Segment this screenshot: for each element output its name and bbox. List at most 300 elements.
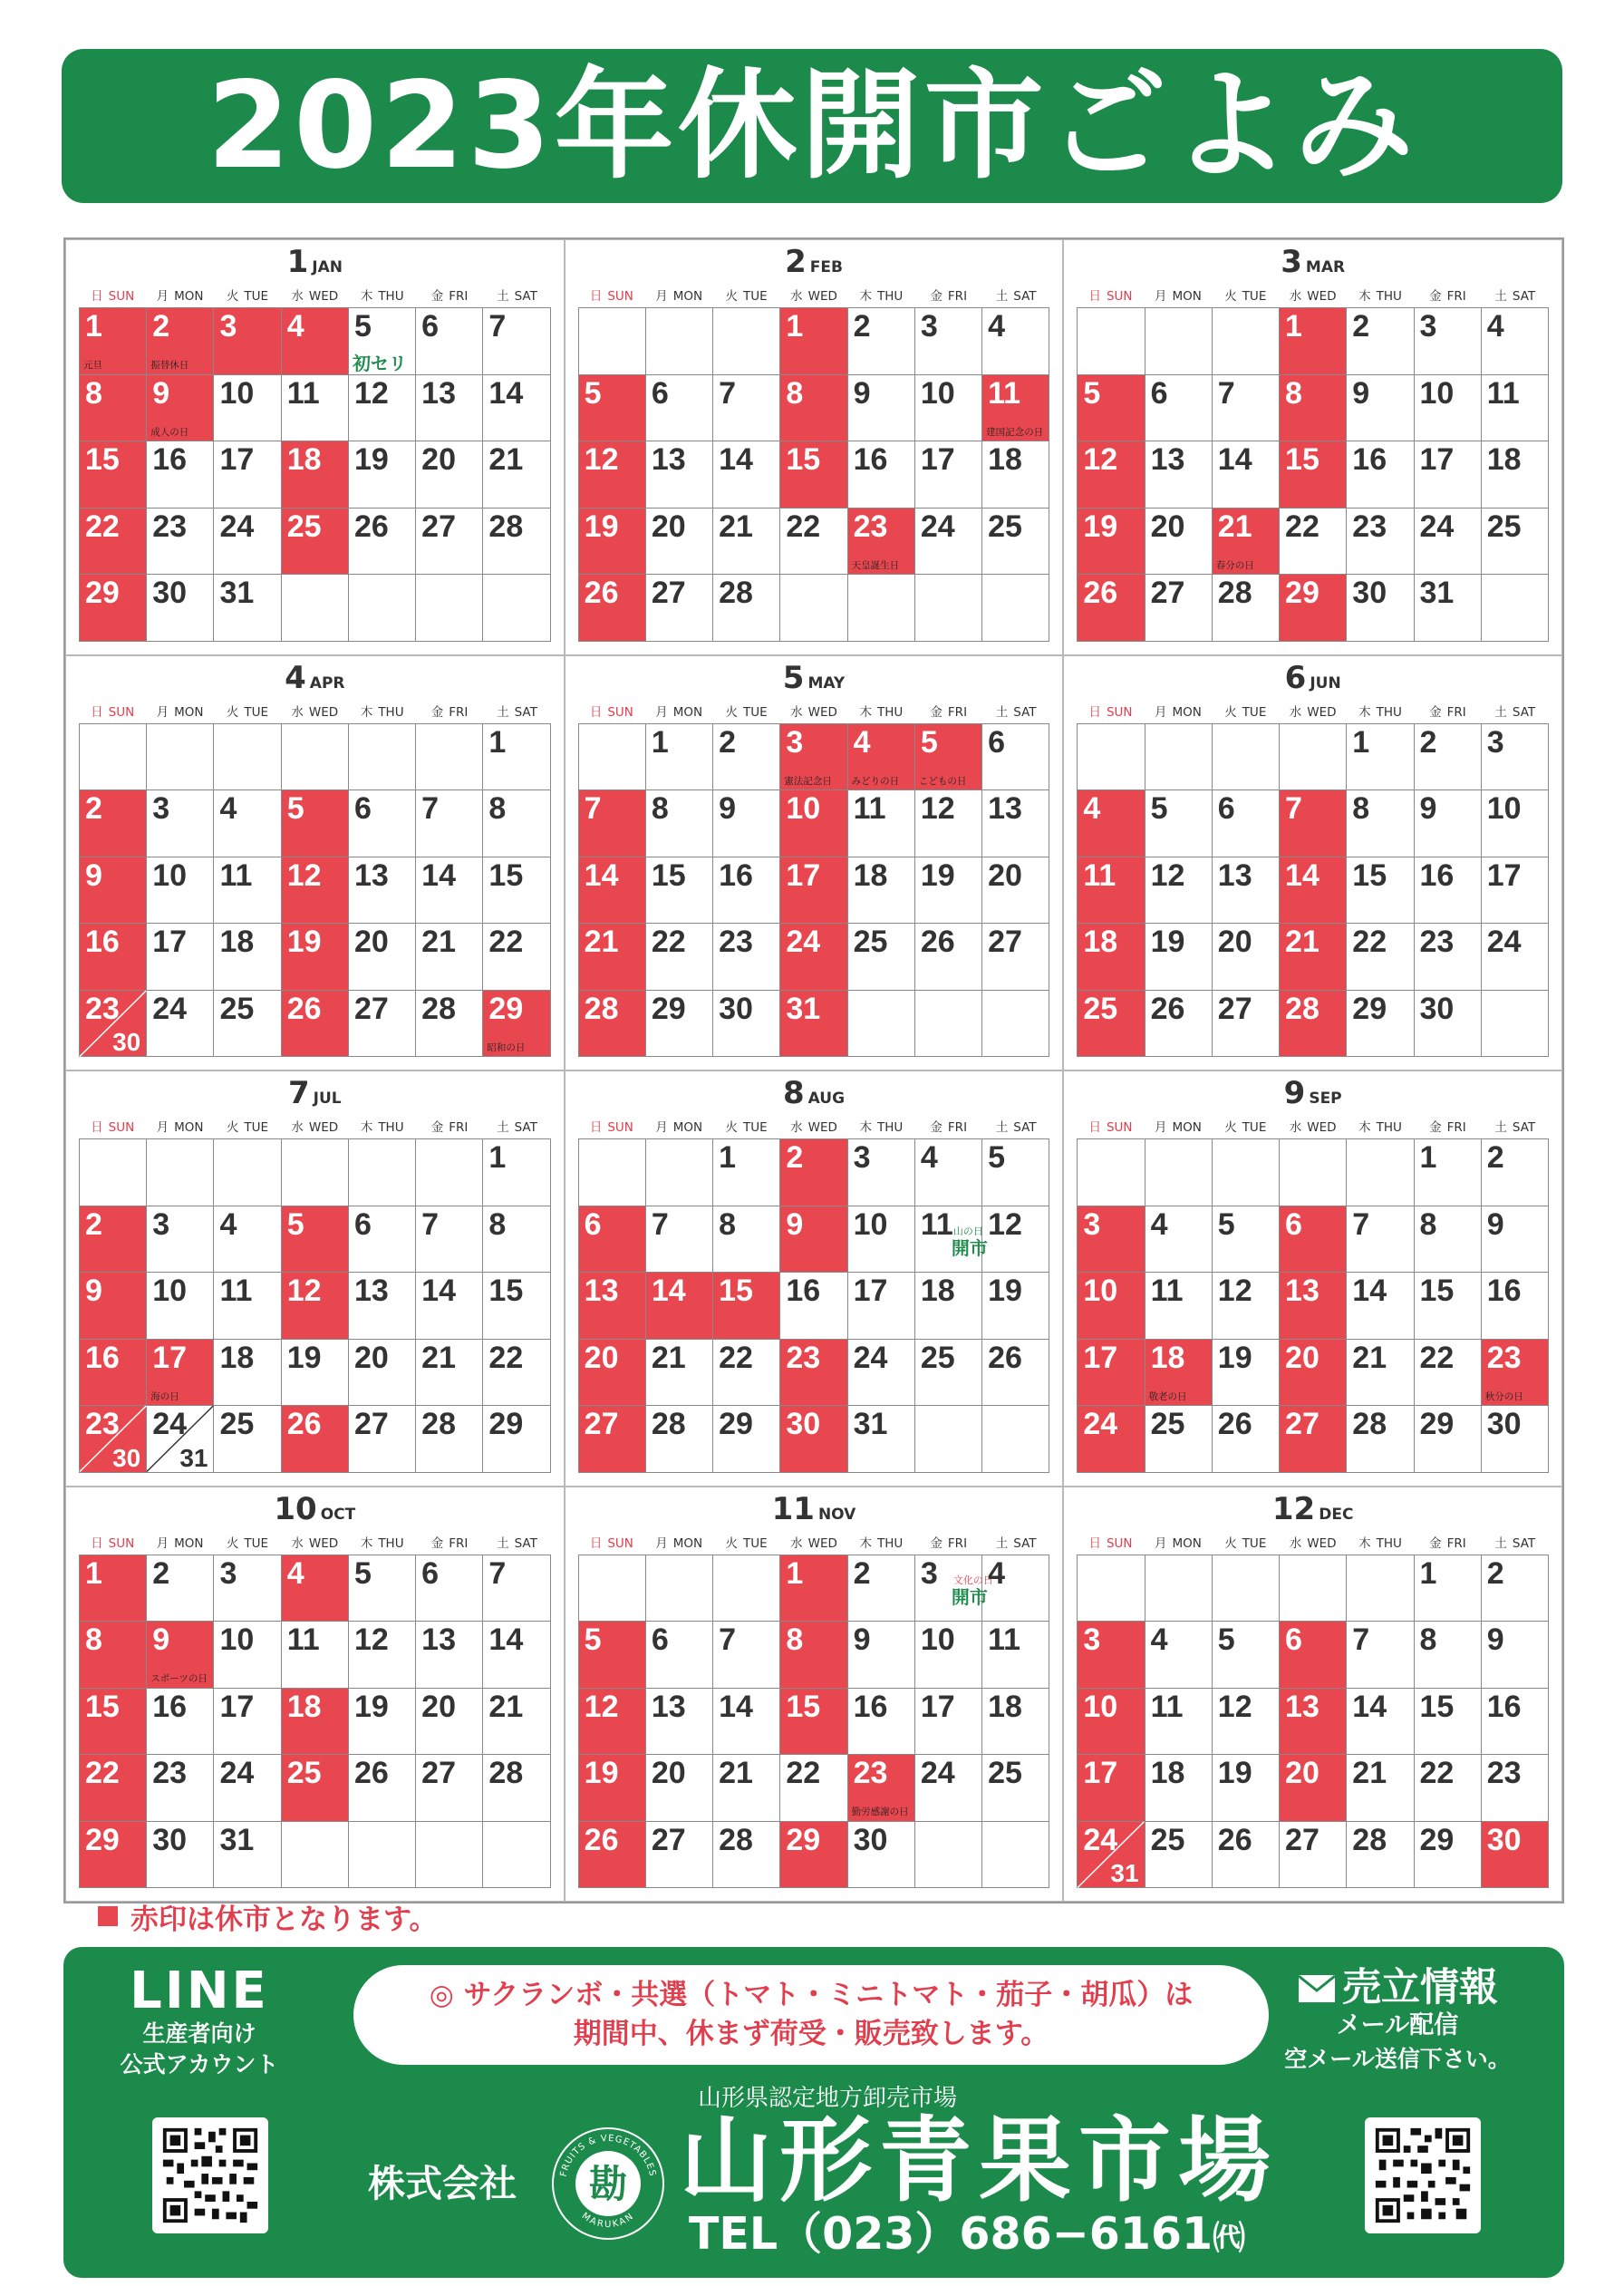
day-cell	[982, 857, 1049, 925]
weekday-jp: 金	[930, 1120, 942, 1135]
day-number: 18	[219, 1340, 255, 1375]
day-number: 6	[353, 791, 372, 826]
day-number: 9	[85, 857, 102, 893]
day-number-second: 30	[112, 1028, 141, 1056]
empty-cell	[915, 991, 982, 1058]
weekday-jp: 水	[1289, 1120, 1302, 1135]
day-number: 21	[488, 442, 524, 477]
day-cell	[848, 1406, 915, 1473]
holiday-note: こどもの日	[918, 775, 967, 787]
day-cell	[1482, 724, 1549, 791]
day-number: 4	[286, 1555, 304, 1591]
line-qr-code-icon[interactable]	[152, 2117, 268, 2233]
day-number: 22	[786, 1756, 821, 1790]
weekday-wed	[1279, 702, 1346, 722]
day-cell	[483, 1622, 550, 1689]
day-cell	[780, 857, 847, 925]
day-number: 14	[1352, 1274, 1387, 1308]
day-cell	[982, 1555, 1049, 1622]
day-cell	[349, 991, 416, 1058]
day-cell	[780, 441, 847, 509]
weekday-en: THU	[876, 289, 904, 304]
month-header	[566, 660, 1063, 700]
day-number: 17	[1083, 1756, 1118, 1790]
day-cell	[214, 1206, 281, 1274]
weekday-sun	[578, 286, 645, 305]
day-number: 14	[1285, 857, 1320, 893]
day-number: 9	[152, 375, 170, 411]
day-cell	[1482, 790, 1549, 857]
info-panel	[63, 1947, 1564, 2278]
day-cell	[1078, 1822, 1145, 1889]
weekday-wed	[780, 1533, 847, 1553]
weekday-header	[578, 702, 1050, 722]
weekday-en: SUN	[1106, 1535, 1133, 1551]
day-cell	[780, 1622, 847, 1689]
weekday-en: FRI	[947, 1120, 968, 1135]
day-number: 14	[584, 857, 619, 893]
month-header	[1064, 1075, 1561, 1115]
day-cell	[1213, 924, 1280, 991]
day-number: 24	[920, 1756, 955, 1790]
day-cell	[915, 857, 982, 925]
weekday-jp: 日	[91, 1535, 103, 1551]
weekday-sun	[79, 286, 146, 305]
day-number: 4	[1150, 1622, 1168, 1657]
day-number: 12	[584, 442, 619, 477]
day-number: 8	[719, 1206, 737, 1242]
day-cell	[416, 924, 483, 991]
weekday-en: SAT	[514, 289, 537, 304]
day-cell	[1415, 1139, 1482, 1206]
day-number: 1	[651, 724, 669, 760]
weekday-en: WED	[1307, 1120, 1337, 1135]
day-cell	[1078, 1406, 1145, 1473]
day-cell	[1146, 1340, 1213, 1407]
day-cell	[579, 1406, 646, 1473]
weekday-jp: 火	[725, 289, 739, 304]
qr-code-icon	[160, 2125, 261, 2226]
month-abbr: APR	[309, 673, 345, 693]
day-cell	[579, 441, 646, 509]
weekday-sun	[79, 1533, 146, 1553]
day-number: 26	[584, 576, 619, 610]
day-cell	[282, 1689, 349, 1756]
weekday-jp: 月	[1154, 704, 1167, 720]
day-cell	[147, 1273, 214, 1340]
weekday-jp: 木	[1358, 1535, 1371, 1551]
day-cell	[1078, 509, 1145, 576]
day-cell	[1347, 991, 1414, 1058]
day-cell	[1347, 575, 1414, 642]
weekday-sun	[1077, 702, 1144, 722]
month-number: 4	[285, 659, 306, 696]
day-number: 12	[353, 375, 389, 411]
weekday-en: FRI	[1446, 1120, 1466, 1135]
day-cell	[982, 924, 1049, 991]
weekday-en: SAT	[1512, 289, 1536, 304]
day-number: 1	[786, 309, 804, 344]
day-cell	[982, 790, 1049, 857]
day-number: 31	[853, 1407, 888, 1441]
day-number: 25	[286, 509, 322, 544]
day-cell	[1415, 1406, 1482, 1473]
weekday-en: FRI	[1446, 1535, 1466, 1551]
weekday-en: SUN	[1106, 289, 1133, 304]
day-number: 8	[488, 791, 507, 826]
day-number: 20	[1150, 509, 1185, 544]
empty-cell	[147, 1139, 214, 1206]
day-cell	[1482, 1340, 1549, 1407]
day-number: 16	[1486, 1274, 1522, 1308]
day-cell	[147, 1689, 214, 1756]
weekday-thu	[1347, 702, 1414, 722]
weekday-jp: 月	[156, 704, 169, 720]
weekday-thu	[847, 1117, 914, 1137]
weekday-en: WED	[807, 704, 837, 720]
weekday-jp: 月	[1154, 289, 1167, 304]
month-aug	[565, 1070, 1064, 1487]
day-cell	[416, 375, 483, 442]
weekday-mon	[1145, 1533, 1212, 1553]
day-cell	[349, 1689, 416, 1756]
day-number: 3	[920, 1555, 938, 1591]
weekday-sat	[483, 286, 550, 305]
day-cell	[1347, 1273, 1414, 1340]
day-number: 25	[1083, 991, 1118, 1026]
day-cell	[1347, 308, 1414, 375]
day-cell	[1347, 924, 1414, 991]
day-cell	[915, 1139, 982, 1206]
day-number: 19	[286, 1340, 322, 1375]
weekday-en: SUN	[108, 1535, 135, 1551]
day-cell	[1146, 1822, 1213, 1889]
weekday-jp: 水	[790, 1120, 803, 1135]
month-nov	[565, 1487, 1064, 1903]
weekday-header	[79, 1117, 551, 1137]
day-cell	[1213, 991, 1280, 1058]
day-number: 10	[1083, 1689, 1118, 1724]
day-number: 30	[1419, 991, 1455, 1026]
month-number: 7	[288, 1075, 310, 1111]
weekday-en: MON	[672, 1535, 703, 1551]
weekday-jp: 木	[859, 1120, 872, 1135]
day-table	[578, 1555, 1050, 1889]
weekday-wed	[780, 702, 847, 722]
day-number: 20	[1217, 925, 1252, 959]
day-cell	[147, 790, 214, 857]
day-number: 1	[1352, 724, 1370, 760]
day-cell	[214, 1555, 281, 1622]
empty-cell	[282, 575, 349, 642]
weekday-en: SAT	[514, 1535, 537, 1551]
holiday-note: 憲法記念日	[784, 775, 832, 787]
day-cell	[848, 509, 915, 576]
empty-cell	[1078, 1555, 1145, 1622]
day-number: 12	[1083, 442, 1118, 477]
day-cell	[1078, 441, 1145, 509]
day-cell	[915, 1689, 982, 1756]
day-table	[578, 1138, 1050, 1473]
day-cell	[780, 1206, 847, 1274]
weekday-header	[79, 702, 551, 722]
day-number: 28	[719, 1822, 753, 1857]
empty-cell	[848, 575, 915, 642]
day-cell	[1482, 1755, 1549, 1822]
day-cell	[1347, 441, 1414, 509]
holiday-note: 山の日	[952, 1225, 983, 1237]
weekday-thu	[349, 702, 416, 722]
holiday-note: 元旦	[83, 360, 102, 371]
day-cell	[848, 1689, 915, 1756]
month-header	[566, 1491, 1063, 1531]
weekday-mon	[645, 1533, 712, 1553]
day-number: 4	[853, 724, 871, 760]
day-number: 17	[219, 1689, 255, 1724]
day-number: 19	[920, 857, 955, 893]
day-number: 19	[1150, 925, 1185, 959]
day-cell	[848, 1273, 915, 1340]
day-cell	[1347, 1406, 1414, 1473]
day-cell	[1146, 857, 1213, 925]
envelope-icon	[1297, 1973, 1337, 2004]
weekday-jp: 月	[156, 1120, 169, 1135]
weekday-thu	[1347, 1117, 1414, 1137]
weekday-en: TUE	[244, 1535, 269, 1551]
month-abbr: FEB	[809, 258, 843, 276]
day-cell	[1280, 1689, 1347, 1756]
day-number: 16	[786, 1274, 821, 1308]
weekday-en: FRI	[947, 704, 968, 720]
day-number: 28	[488, 509, 524, 544]
weekday-jp: 金	[930, 289, 942, 304]
day-cell	[1347, 857, 1414, 925]
day-cell	[1078, 1340, 1145, 1407]
day-cell	[1146, 1206, 1213, 1274]
empty-cell	[349, 1822, 416, 1889]
holiday-note: 勤労感謝の日	[851, 1807, 909, 1817]
day-cell	[1415, 1340, 1482, 1407]
day-table	[1077, 307, 1549, 642]
day-number: 24	[1083, 1822, 1118, 1857]
weekday-tue	[1212, 1117, 1279, 1137]
weekday-header	[1077, 702, 1549, 722]
empty-cell	[646, 308, 713, 375]
day-number: 12	[353, 1622, 389, 1657]
day-cell	[147, 1822, 214, 1889]
day-cell	[1280, 1822, 1347, 1889]
day-number: 24	[152, 991, 188, 1026]
day-number: 23	[853, 509, 888, 544]
month-number: 1	[286, 244, 309, 280]
day-number: 10	[152, 1274, 188, 1308]
weekday-wed	[281, 1533, 348, 1553]
day-cell	[1347, 375, 1414, 442]
weekday-jp: 火	[725, 1535, 739, 1551]
day-cell	[282, 441, 349, 509]
day-cell	[713, 991, 780, 1058]
day-number: 11	[988, 375, 1021, 411]
day-cell	[214, 1273, 281, 1340]
day-number: 14	[1217, 442, 1252, 477]
day-cell	[713, 1273, 780, 1340]
day-number: 23	[786, 1340, 821, 1375]
day-cell	[416, 1622, 483, 1689]
holiday-note: 建国記念の日	[986, 426, 1044, 438]
day-cell	[1482, 1622, 1549, 1689]
day-number: 12	[286, 1274, 322, 1308]
weekday-jp: 金	[1429, 1120, 1442, 1135]
weekday-jp: 日	[1088, 289, 1101, 304]
day-cell	[713, 1139, 780, 1206]
day-number: 28	[488, 1756, 524, 1790]
month-oct	[65, 1487, 565, 1903]
day-number: 26	[920, 925, 955, 959]
day-number: 28	[1352, 1407, 1387, 1441]
day-number: 6	[651, 375, 669, 411]
empty-cell	[1146, 1139, 1213, 1206]
weekday-jp: 水	[1289, 289, 1302, 304]
day-number: 25	[988, 509, 1022, 544]
weekday-sun	[578, 1117, 645, 1137]
weekday-en: FRI	[1446, 289, 1466, 304]
day-number: 9	[85, 1274, 102, 1308]
day-cell	[1078, 375, 1145, 442]
weekday-header	[578, 1117, 1050, 1137]
day-cell	[282, 1555, 349, 1622]
day-number: 5	[353, 309, 372, 344]
day-number: 26	[1150, 991, 1185, 1026]
day-cell	[214, 375, 281, 442]
day-cell	[1078, 924, 1145, 991]
weekday-fri	[1414, 702, 1481, 722]
weekday-en: WED	[1307, 1535, 1337, 1551]
day-number: 15	[488, 857, 524, 893]
weekday-jp: 日	[91, 289, 103, 304]
day-cell	[282, 1340, 349, 1407]
day-cell	[915, 924, 982, 991]
day-number: 22	[1285, 509, 1320, 544]
empty-cell	[80, 724, 147, 791]
day-number: 28	[1352, 1822, 1387, 1857]
day-number: 12	[1217, 1274, 1252, 1308]
day-number: 14	[719, 442, 753, 477]
month-may	[565, 655, 1064, 1071]
weekday-jp: 月	[655, 289, 668, 304]
day-number: 12	[1217, 1689, 1252, 1724]
day-cell	[80, 1206, 147, 1274]
day-cell	[1415, 1206, 1482, 1274]
month-dec	[1063, 1487, 1562, 1903]
day-number: 17	[1419, 442, 1455, 477]
weekday-tue	[712, 286, 779, 305]
weekday-wed	[281, 702, 348, 722]
weekday-jp: 月	[655, 1535, 668, 1551]
day-number: 16	[152, 442, 188, 477]
weekday-header	[1077, 1533, 1549, 1553]
weekday-en: THU	[1376, 289, 1402, 304]
weekday-mon	[146, 286, 213, 305]
day-number: 5	[1083, 375, 1101, 411]
weekday-fri	[416, 1117, 483, 1137]
empty-cell	[1213, 1139, 1280, 1206]
notice-line-1: ◎ サクランボ・共選（トマト・ミニトマト・茄子・胡瓜）は	[429, 1978, 1194, 2011]
mail-qr-code-icon[interactable]	[1365, 2117, 1481, 2233]
day-number: 16	[85, 1340, 120, 1375]
day-number: 16	[1419, 857, 1455, 893]
empty-cell	[915, 1406, 982, 1473]
month-jun	[1063, 655, 1562, 1071]
day-cell	[915, 1340, 982, 1407]
empty-cell	[1482, 575, 1549, 642]
day-cell	[780, 790, 847, 857]
day-number-second: 30	[112, 1443, 141, 1472]
day-cell	[780, 509, 847, 576]
month-abbr: MAY	[807, 673, 846, 693]
month-abbr: DEC	[1319, 1505, 1354, 1524]
weekday-header	[1077, 1117, 1549, 1137]
day-cell	[147, 1206, 214, 1274]
day-cell	[416, 509, 483, 576]
qr-code-icon	[1372, 2125, 1474, 2226]
day-number: 26	[1083, 576, 1118, 610]
day-number: 13	[353, 857, 389, 893]
weekday-thu	[349, 1533, 416, 1553]
day-number: 23	[152, 1756, 188, 1790]
empty-cell	[349, 1139, 416, 1206]
day-number: 11	[1486, 375, 1520, 411]
day-cell	[1415, 1273, 1482, 1340]
day-number: 21	[421, 1340, 456, 1375]
day-cell	[282, 1406, 349, 1473]
day-cell	[713, 1406, 780, 1473]
day-cell	[1280, 1273, 1347, 1340]
day-number: 13	[421, 1622, 456, 1657]
day-cell	[713, 1340, 780, 1407]
day-cell	[1415, 1622, 1482, 1689]
day-number: 11	[219, 857, 253, 893]
day-number: 2	[152, 309, 170, 344]
day-table	[79, 1555, 551, 1889]
day-number: 8	[1419, 1622, 1437, 1657]
day-cell	[214, 308, 281, 375]
day-number: 31	[786, 991, 821, 1026]
day-cell	[780, 1340, 847, 1407]
day-number: 21	[719, 509, 753, 544]
weekday-jp: 火	[1224, 1535, 1237, 1551]
day-number: 15	[85, 442, 120, 477]
weekday-en: TUE	[244, 704, 269, 720]
weekday-jp: 土	[497, 704, 509, 720]
day-number: 27	[421, 1756, 456, 1790]
day-cell	[1415, 1822, 1482, 1889]
day-number: 12	[286, 857, 322, 893]
day-cell	[80, 375, 147, 442]
title-banner	[62, 49, 1562, 203]
day-cell	[416, 1340, 483, 1407]
holiday-note: 昭和の日	[487, 1041, 526, 1053]
month-mar	[1063, 239, 1562, 655]
day-number: 7	[421, 791, 440, 826]
day-cell	[780, 1822, 847, 1889]
line-account	[100, 1962, 299, 2079]
day-cell	[1415, 924, 1482, 991]
weekday-en: SUN	[607, 704, 633, 720]
day-number: 11	[920, 1206, 953, 1242]
day-cell	[1482, 1822, 1549, 1889]
holiday-note: スポーツの日	[150, 1673, 208, 1684]
weekday-jp: 木	[360, 1535, 373, 1551]
